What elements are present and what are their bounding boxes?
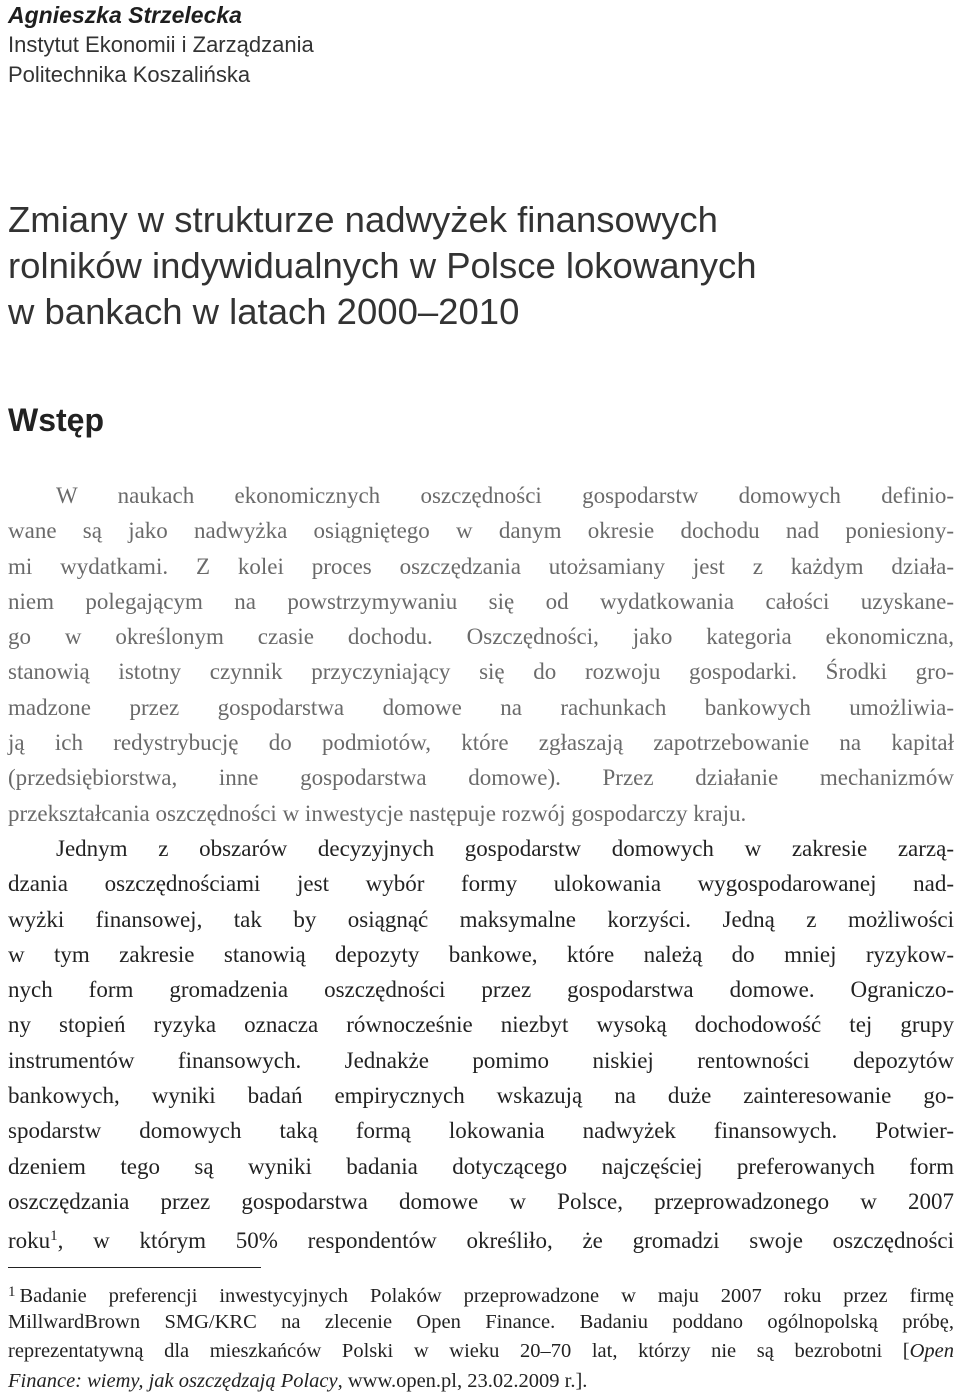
body-line: w tym zakresie stanowią depozyty bankowe, które należą do mniej ryzykow- bbox=[8, 941, 954, 967]
body-text bbox=[8, 478, 954, 1255]
author-institute: Instytut Ekonomii i Zarządzania bbox=[8, 32, 314, 57]
footnote-line: MillwardBrown SMG/KRC na zlecenie Open Finance. Badaniu poddano ogólnopolską próbę, bbox=[8, 1310, 954, 1333]
footnote-text: , www.open.pl, 23.02.2009 r.]. bbox=[337, 1369, 588, 1392]
footnote-text: Badanie preferencji inwestycyjnych Polaków przeprowadzone w maju 2007 roku przez firmę bbox=[19, 1285, 954, 1307]
footnote-line bbox=[8, 1337, 954, 1367]
body-line: madzone przez gospodarstwa domowe na rachunkach bankowych umożliwia- bbox=[8, 694, 954, 720]
body-line: ny stopień ryzyka oznacza równocześnie niezbyt wysoką dochodowość tej grupy bbox=[8, 1012, 954, 1038]
footnote-text: reprezentatywną dla mieszkańców Polski w wieku 20–70 lat, którzy nie są bezrobotni [ bbox=[8, 1340, 910, 1362]
footnote bbox=[8, 1278, 954, 1396]
footnote-divider bbox=[8, 1267, 261, 1268]
footnote-source-italic: Finance: wiemy, jak oszczędzają Polacy bbox=[8, 1369, 338, 1392]
footnote-line bbox=[8, 1278, 954, 1308]
footnote-line bbox=[8, 1367, 954, 1397]
article-title bbox=[8, 197, 958, 335]
body-line: nych form gromadzenia oszczędności przez gospodarstwa domowe. Ograniczo- bbox=[8, 977, 954, 1003]
body-line: niem polegającym na powstrzymywaniu się od wydatkowania całości uzyskane- bbox=[8, 588, 954, 614]
body-text-fragment: roku bbox=[8, 1228, 51, 1254]
body-line: (przedsiębiorstwa, inne gospodarstwa domowe). Przez działanie mechanizmów bbox=[8, 765, 954, 791]
body-line: spodarstw domowych taką formą lokowania nadwyżek finansowych. Potwier- bbox=[8, 1118, 954, 1144]
body-line: Jednym z obszarów decyzyjnych gospodarstw domowych w zakresie zarzą- bbox=[56, 835, 954, 861]
body-line-last bbox=[8, 1219, 954, 1254]
body-line: W naukach ekonomicznych oszczędności gospodarstw domowych definio- bbox=[56, 483, 954, 508]
footnote-number: 1 bbox=[8, 1284, 16, 1300]
author-block bbox=[8, 0, 314, 90]
body-line: oszczędzania przez gospodarstwa domowe w Polsce, przeprowadzonego w 2007 bbox=[8, 1188, 954, 1214]
body-line: go w określonym czasie dochodu. Oszczędności, jako kategoria ekonomiczna, bbox=[8, 624, 954, 650]
body-line: instrumentów finansowych. Jednakże pomimo niskiej rentowności depozytów bbox=[8, 1047, 954, 1073]
body-line: bankowych, wyniki badań empirycznych wskazują na duże zainteresowanie go- bbox=[8, 1083, 954, 1109]
body-text-fragment: , w którym 50% respondentów określiło, że gromadzi swoje oszczędności bbox=[57, 1228, 954, 1254]
section-heading: Wstęp bbox=[8, 402, 104, 438]
body-line: dzeniem tego są wyniki badania dotyczącego najczęściej preferowanych form bbox=[8, 1153, 954, 1179]
title-line: w bankach w latach 2000–2010 bbox=[8, 291, 520, 332]
body-line: stanowią istotny czynnik przyczyniający się do rozwoju gospodarki. Środki gro- bbox=[8, 659, 954, 685]
body-line: wane są jako nadwyżka osiągniętego w danym okresie dochodu nad poniesiony- bbox=[8, 518, 954, 544]
title-line: rolników indywidualnych w Polsce lokowanych bbox=[8, 245, 757, 286]
title-line: Zmiany w strukturze nadwyżek finansowych bbox=[8, 199, 718, 240]
body-line: przekształcania oszczędności w inwestycje następuje rozwój gospodarczy kraju. bbox=[8, 800, 747, 826]
footnote-source-italic: Open bbox=[909, 1340, 954, 1362]
author-name: Agnieszka Strzelecka bbox=[8, 2, 242, 28]
body-line: mi wydatkami. Z kolei proces oszczędzania utożsamiany jest z każdym działa- bbox=[8, 553, 954, 579]
body-line: wyżki finansowej, tak by osiągnąć maksymalne korzyści. Jedną z możliwości bbox=[8, 906, 954, 932]
body-line: ją ich redystrybucję do podmiotów, które zgłaszają zapotrzebowanie na kapitał bbox=[8, 730, 954, 756]
footnote-reference[interactable]: 1 bbox=[50, 1228, 58, 1245]
body-line: dzania oszczędnościami jest wybór formy ulokowania wygospodarowanej nad- bbox=[8, 871, 954, 897]
author-university: Politechnika Koszalińska bbox=[8, 62, 251, 87]
